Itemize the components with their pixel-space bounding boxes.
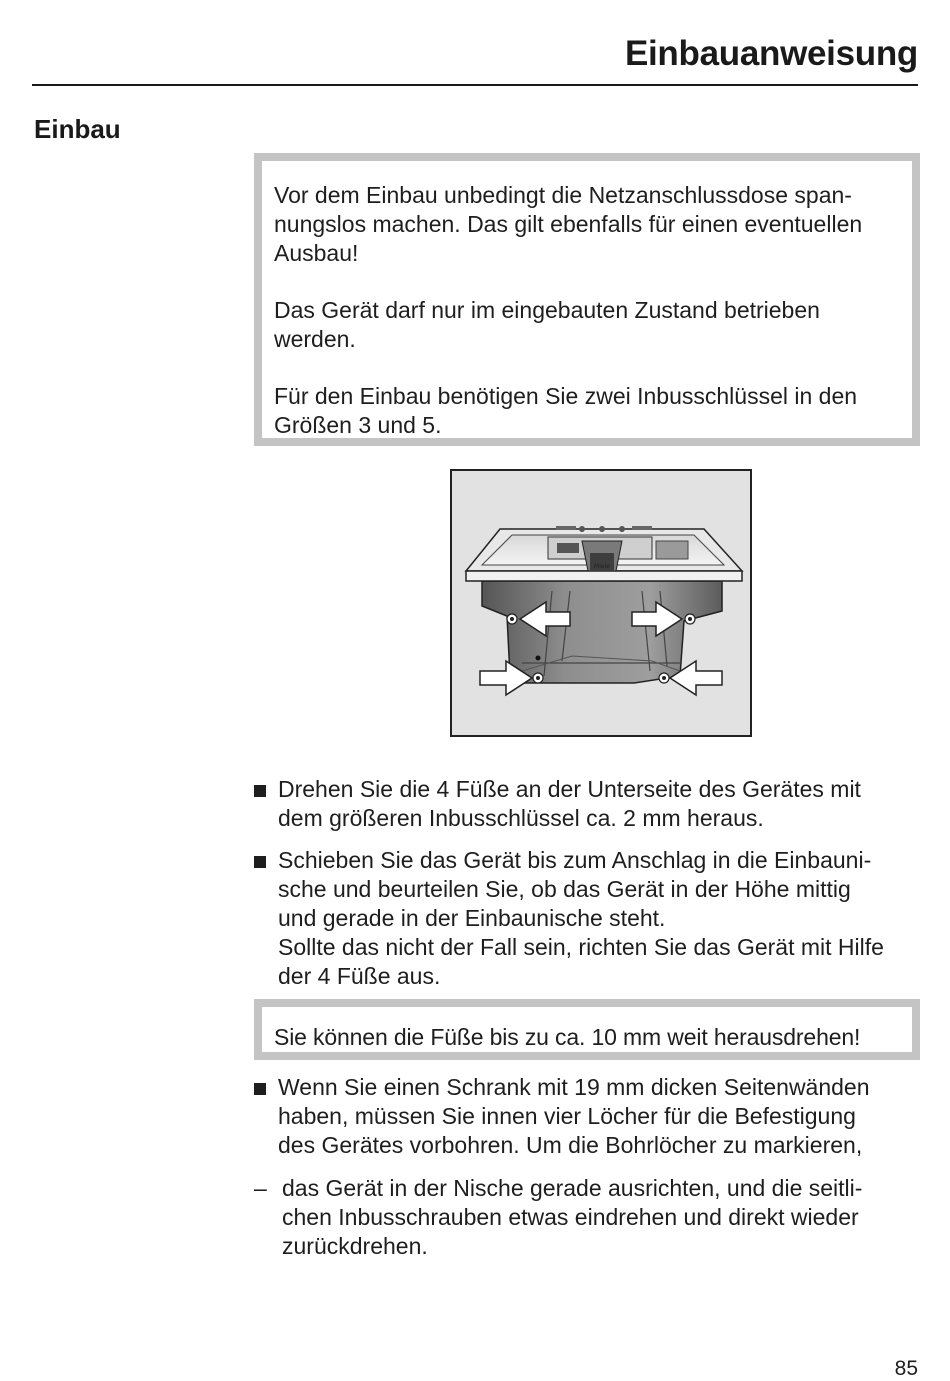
side-screw-right: [685, 614, 695, 624]
section-title: Einbau: [34, 114, 121, 144]
step-line: Schieben Sie das Gerät bis zum Anschlag in die Einbauni-: [278, 847, 872, 873]
list-item: [254, 846, 924, 991]
side-screw-left: [507, 614, 517, 624]
installation-figure: [450, 469, 752, 737]
top-screw: [619, 526, 625, 532]
vent-slot: [632, 526, 652, 530]
step-line: haben, müssen Sie innen vier Löcher für die Befestigung: [278, 1103, 856, 1129]
top-screw: [579, 526, 585, 532]
appliance-illustration: [452, 471, 750, 735]
step-line: und gerade in der Einbaunische steht.: [278, 905, 666, 931]
display-panel: [557, 543, 579, 553]
square-bullet-icon: [254, 856, 266, 868]
marker-dot: [536, 656, 541, 661]
square-bullet-icon: [254, 1083, 266, 1095]
step-line: Drehen Sie die 4 Füße an der Unterseite des Gerätes mit: [278, 776, 861, 802]
warning-line: Für den Einbau benötigen Sie zwei Inbusschlüssel in den: [274, 383, 858, 409]
warning-paragraph-2: [274, 296, 900, 354]
list-item: [254, 775, 924, 833]
step-line: sche und beurteilen Sie, ob das Gerät in der Höhe mittig: [278, 876, 851, 902]
dash-line: das Gerät in der Nische gerade ausrichten, und die seitli-: [282, 1175, 863, 1201]
brand-label: Miele: [594, 563, 610, 570]
step-line: dem größeren Inbusschlüssel ca. 2 mm heraus.: [278, 805, 764, 831]
warning-line: Größen 3 und 5.: [274, 412, 442, 438]
page-number: 85: [894, 1357, 918, 1380]
step-line: Sollte das nicht der Fall sein, richten Sie das Gerät mit Hilfe: [278, 934, 884, 960]
warning-paragraph-3: [274, 382, 900, 440]
page-header-title: Einbauanweisung: [624, 34, 918, 73]
warning-line: Vor dem Einbau unbedingt die Netzanschlussdose span-: [274, 182, 852, 208]
foot-right: [659, 673, 669, 683]
dash-line: chen Inbusschrauben etwas eindrehen und direkt wieder: [282, 1204, 859, 1230]
dash-bullet: –: [254, 1175, 267, 1201]
warning-paragraph-1: [274, 181, 900, 268]
warning-box: [254, 153, 920, 446]
note-box: [254, 999, 920, 1060]
step-line: der 4 Füße aus.: [278, 963, 441, 989]
header-divider: [32, 84, 918, 86]
dash-list-item: [254, 1174, 924, 1261]
dash-line: zurückdrehen.: [282, 1233, 428, 1259]
front-rim: [466, 571, 742, 581]
step-line: Wenn Sie einen Schrank mit 19 mm dicken Seitenwänden: [278, 1074, 870, 1100]
square-bullet-icon: [254, 785, 266, 797]
warning-line: Das Gerät darf nur im eingebauten Zustand betrieben: [274, 297, 820, 323]
warning-line: nungslos machen. Das gilt ebenfalls für einen eventuellen: [274, 211, 863, 237]
warning-line: werden.: [274, 326, 356, 352]
foot-left: [533, 673, 543, 683]
note-text: Sie können die Füße bis zu ca. 10 mm weit herausdrehen!: [274, 1024, 861, 1050]
list-item: [254, 1073, 924, 1160]
top-screw: [599, 526, 605, 532]
drip-tray: [656, 541, 688, 559]
warning-line: Ausbau!: [274, 240, 359, 266]
step-line: des Gerätes vorbohren. Um die Bohrlöcher zu markieren,: [278, 1132, 863, 1158]
vent-slot: [556, 526, 576, 530]
